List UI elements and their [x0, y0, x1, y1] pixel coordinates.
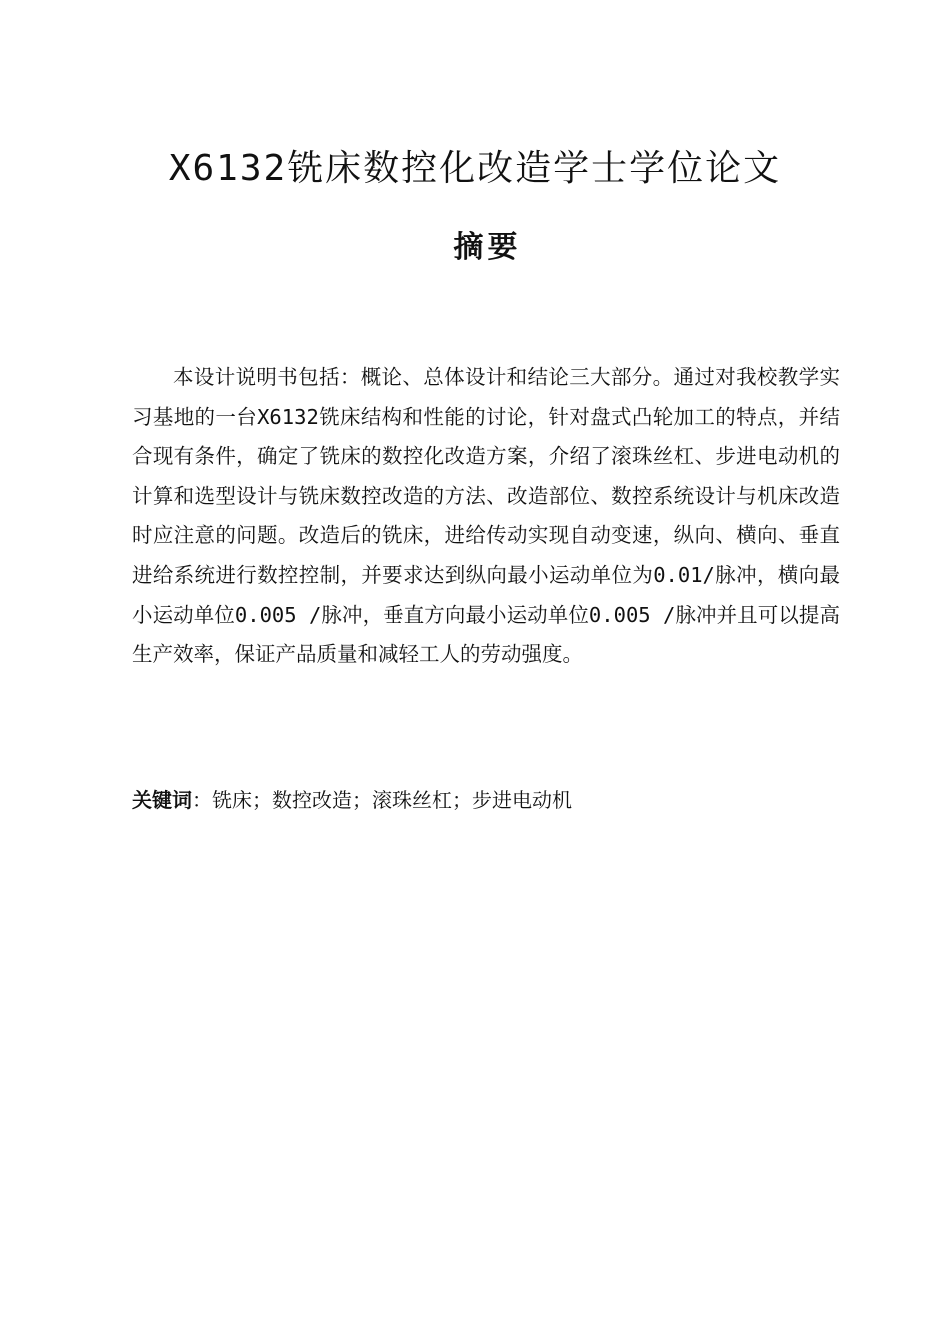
keywords-text: ：铣床；数控改造；滚珠丝杠；步进电动机: [192, 788, 572, 812]
document-title: X6132铣床数控化改造学士学位论文: [168, 148, 782, 189]
abstract-paragraph: 本设计说明书包括：概论、总体设计和结论三大部分。通过对我校教学实习基地的一台X6132铣床结构和性能的讨论，针对盘式凸轮加工的特点，并结合现有条件，确定了铣床的数控化改造方案，介绍了滚珠丝杠、步进电动机的计算和选型设计与铣床数控改造的方法、改造部位、数控系统设计与机床改造时应注意的问题。改造后的铣床，进给传动实现自动变速，纵向、横向、垂直进给系统进行数控控制，并要求达到纵向最小运动单位为0.01/脉冲，横向最小运动单位0.005 /脉冲，垂直方向最小运动单位0.005 /脉冲并且可以提高生产效率，保证产品质量和减轻工人的劳动强度。: [132, 365, 840, 667]
keywords-label: 关键词: [132, 788, 192, 812]
keywords-line: [132, 785, 840, 815]
abstract-heading: 摘要: [453, 230, 522, 265]
